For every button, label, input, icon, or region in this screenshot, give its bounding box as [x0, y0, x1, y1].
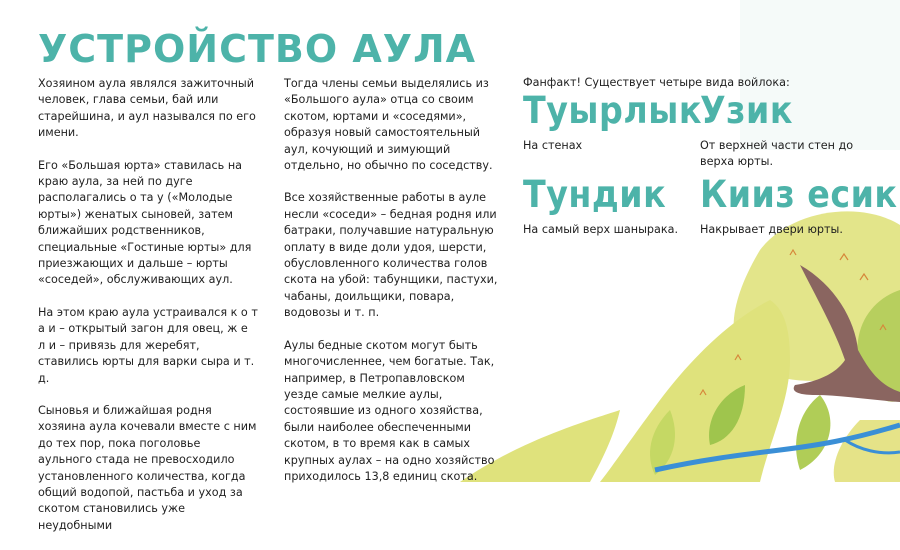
felt-type-desc: От верхней части стен до верха юрты.: [700, 139, 854, 169]
field-green-2: [796, 395, 830, 470]
funfact-intro: Фанфакт! Существует четыре вида войлока:: [523, 76, 790, 89]
page-title: УСТРОЙСТВО АУЛА: [38, 27, 477, 71]
felt-type-desc: На самый верх шанырака.: [523, 223, 679, 236]
paragraph: Аулы бедные скотом могут быть многочисленнее, чем богатые. Так, например, в Петропавловском уезде самые мелкие аулы, состоявшие из одного хозяйства, были наиболее обеспеченными скотом, в то время как в самых крупных аулах – на одно хозяйство приходилось 13,8 единиц скота.: [284, 338, 495, 483]
felt-type-name: Тундик: [523, 173, 667, 216]
felt-type-desc: На стенах: [523, 139, 583, 152]
felt-type-name: Туырлык: [523, 89, 702, 132]
paragraph: Хозяином аула являлся зажиточный человек, глава семьи, бай или старейшина, и аул назывался по его имени.: [38, 77, 256, 140]
felt-type-name: Кииз есик: [700, 173, 898, 216]
paragraph: Тогда члены семьи выделялись из «Большого аула» отца со своим скотом, юртами и «соседями», образуя новый самостоятельный аул, кочующий и зимующий отдельно, но обычно по соседству.: [284, 77, 493, 173]
felt-type-name: Узик: [700, 89, 793, 132]
paragraph: Сыновья и ближайшая родня хозяина аула кочевали вместе с ним до тех пор, пока поголовье аульного стада не превосходило установленного количества, когда общий водопой, пастьба и уход за скотом становились уже неудобными: [38, 403, 257, 532]
felt-type-desc: Накрывает двери юрты.: [700, 223, 843, 236]
paragraph: На этом краю аула устраивался к о т а и – открытый загон для овец, ж е л и – привязь для жеребят, ставились юрты для варки сыра и т. д.: [38, 305, 258, 385]
text-column-1: [38, 76, 258, 550]
paragraph: Все хозяйственные работы в ауле несли «соседи» – бедная родня или батраки, получавшие натуральную оплату в виде доли удоя, шерсти, обусловленного количества голов скота на убой: табунщики, пастухи, чабаны, доильщики, повара, водовозы и т. п.: [284, 191, 498, 320]
paragraph: Его «Большая юрта» ставилась на краю аула, за ней по дуге располагались о та у («Молодые юрты») женатых сыновей, затем ближайших родственников, специальные «Гостиные юрты» для приезжающих и дальше – юрты «соседей», обслуживающих аул.: [38, 158, 252, 287]
text-column-2: [284, 76, 500, 501]
